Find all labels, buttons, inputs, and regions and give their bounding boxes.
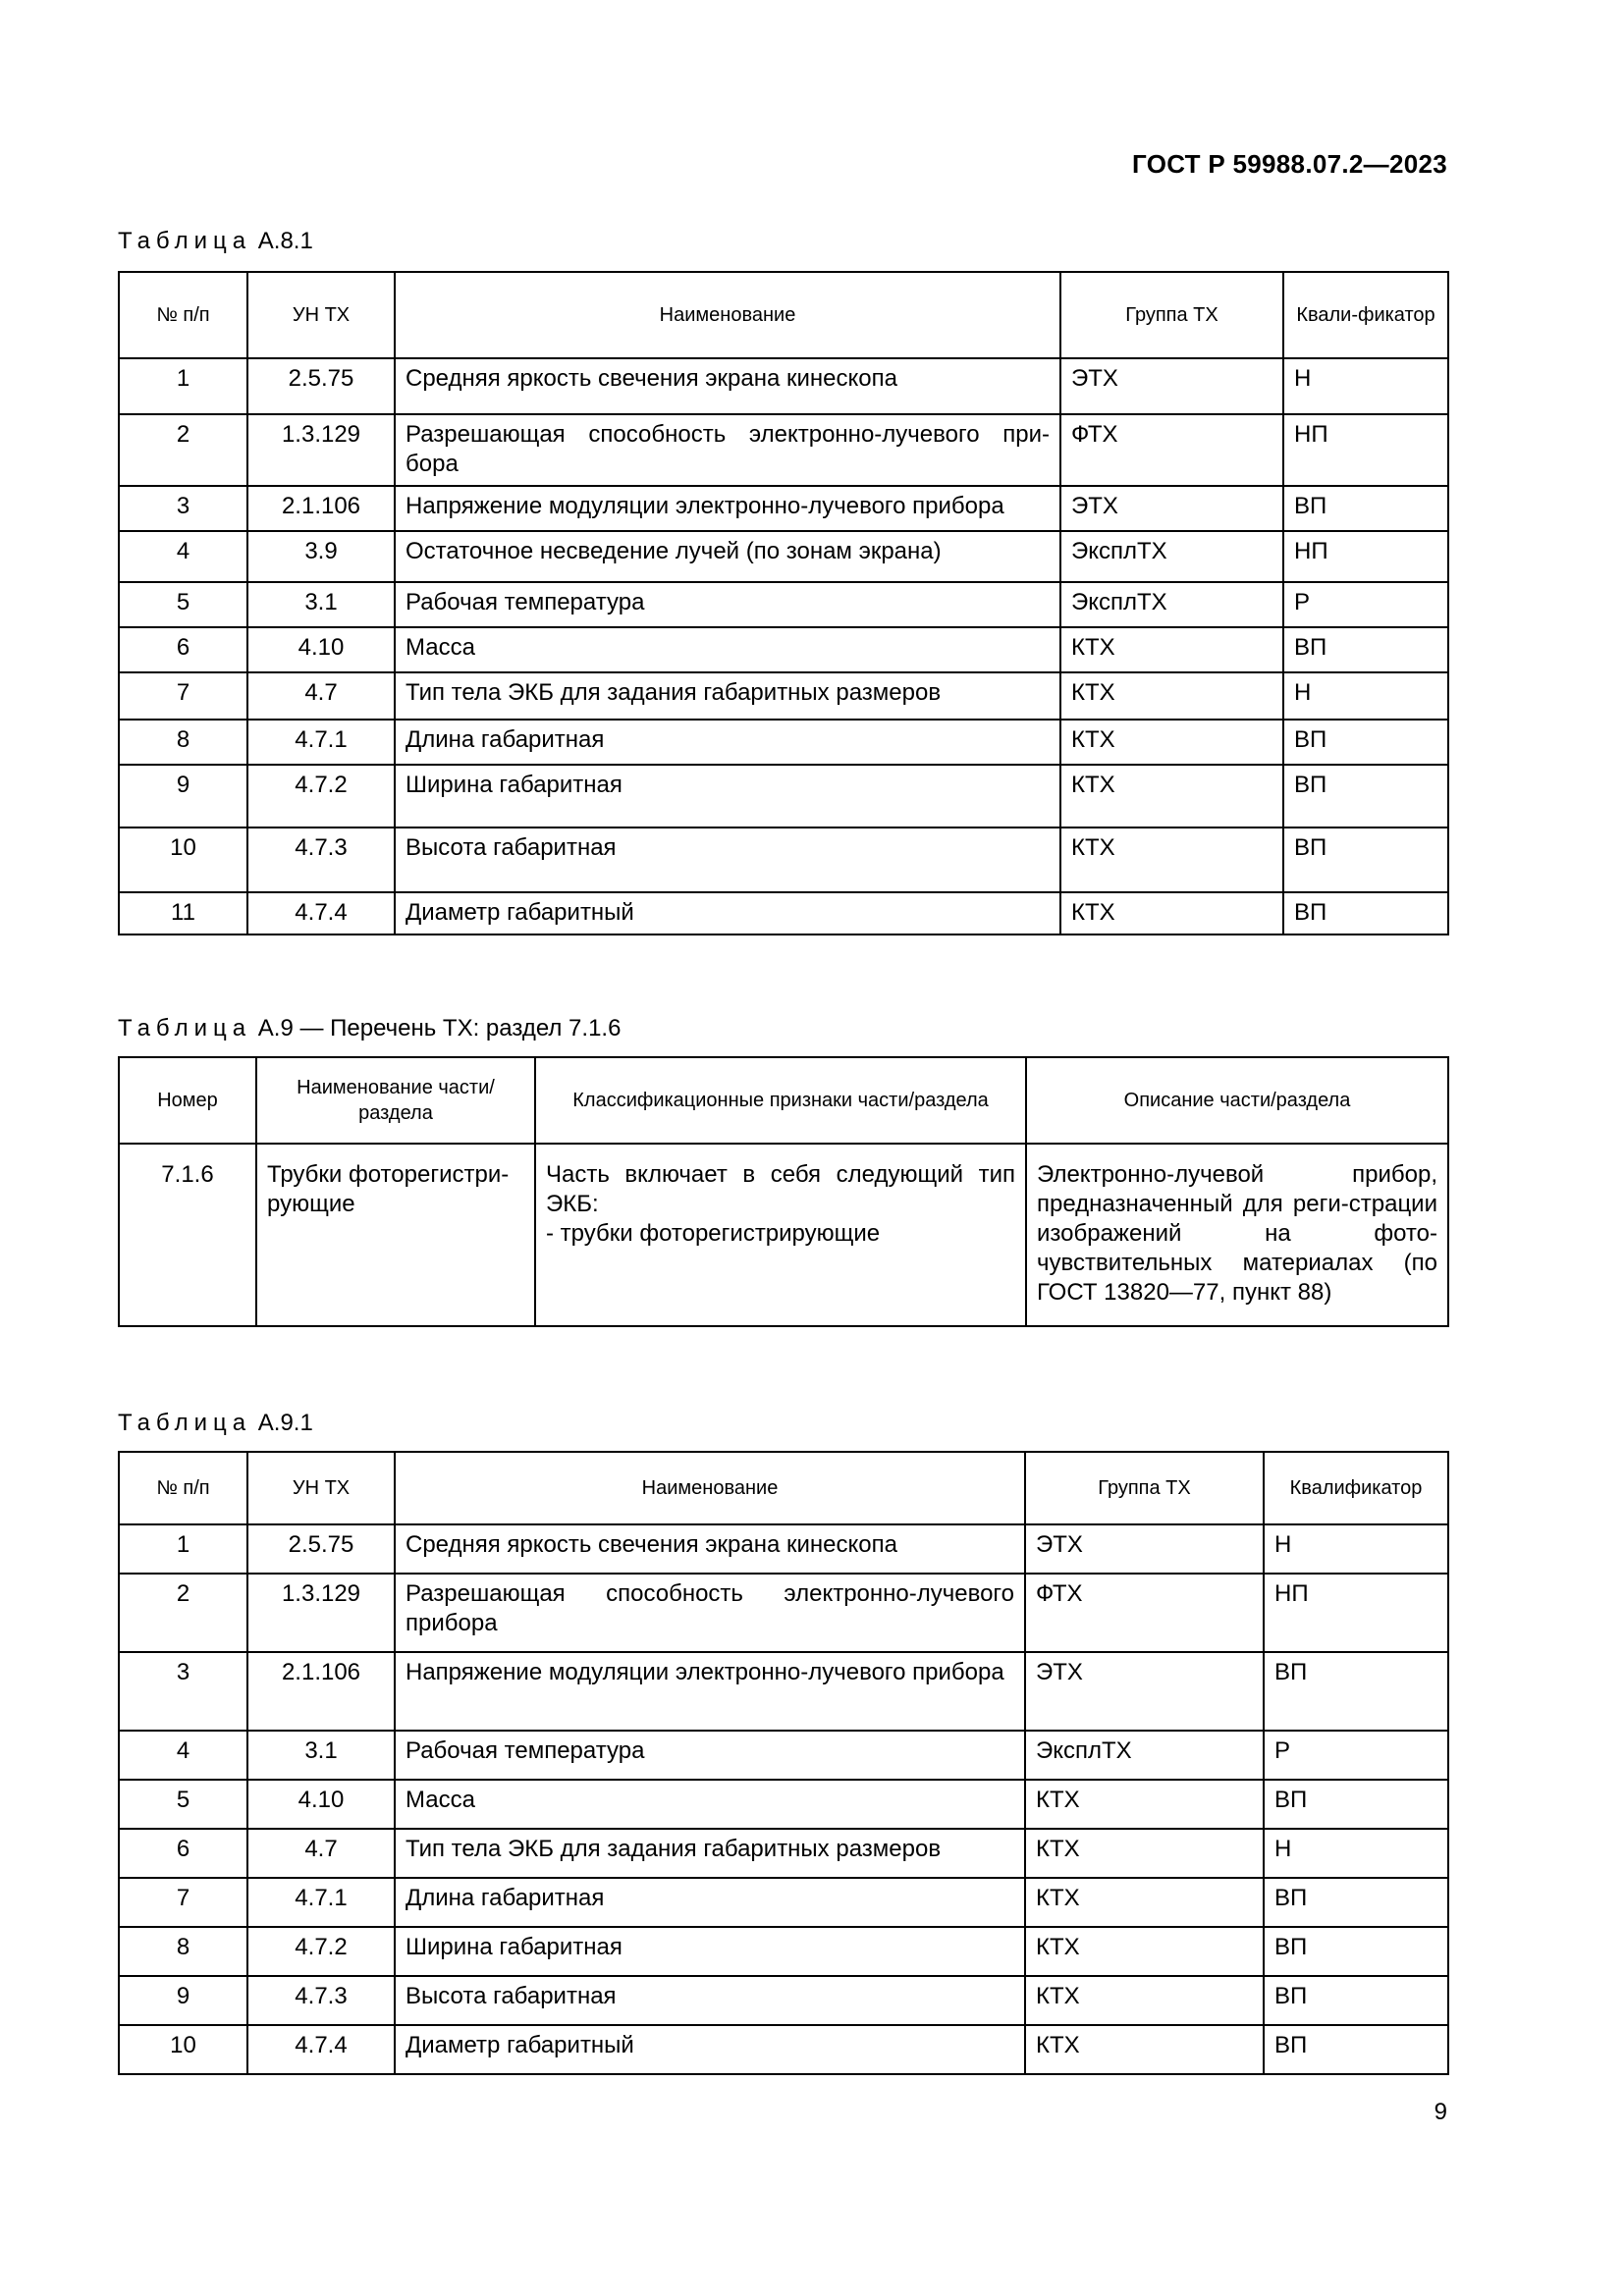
table-row bbox=[119, 1927, 1448, 1976]
row-group: ФТХ bbox=[1025, 1574, 1264, 1652]
row-qualifier: НП bbox=[1264, 1574, 1448, 1652]
row-qualifier: Р bbox=[1264, 1731, 1448, 1780]
row-group: КТХ bbox=[1060, 765, 1283, 828]
row-code: 4.10 bbox=[247, 627, 395, 672]
caption-rest: А.9 — Перечень ТХ: раздел 7.1.6 bbox=[257, 1015, 622, 1041]
row-qualifier: Р bbox=[1283, 582, 1448, 627]
row-code: 3.1 bbox=[247, 582, 395, 627]
table-row bbox=[119, 486, 1448, 531]
table-a81 bbox=[118, 271, 1449, 935]
row-qualifier: ВП bbox=[1264, 1976, 1448, 2025]
row-qualifier: ВП bbox=[1283, 720, 1448, 765]
row-name: Ширина габаритная bbox=[395, 765, 1060, 828]
row-name: Тип тела ЭКБ для задания габаритных размеров bbox=[395, 1829, 1025, 1878]
table-a9-caption bbox=[118, 1015, 621, 1042]
row-code: 4.7.4 bbox=[247, 892, 395, 934]
table-row bbox=[119, 414, 1448, 486]
row-code: 1.3.129 bbox=[247, 414, 395, 486]
header-name: Наименование bbox=[395, 272, 1060, 358]
row-num: 9 bbox=[119, 1976, 247, 2025]
row-name: Разрешающая способность электронно-лучевого при-бора bbox=[395, 414, 1060, 486]
table-a91-caption bbox=[118, 1410, 313, 1437]
table-row bbox=[119, 1976, 1448, 2025]
row-code: 2.5.75 bbox=[247, 358, 395, 414]
row-name: Диаметр габаритный bbox=[395, 892, 1060, 934]
table-row bbox=[119, 765, 1448, 828]
row-qualifier: ВП bbox=[1264, 1878, 1448, 1927]
row-qualifier: ВП bbox=[1283, 828, 1448, 892]
row-num: 4 bbox=[119, 1731, 247, 1780]
row-name: Высота габаритная bbox=[395, 828, 1060, 892]
row-code: 4.7 bbox=[247, 672, 395, 720]
row-qualifier: Н bbox=[1283, 672, 1448, 720]
header-num: № п/п bbox=[119, 1452, 247, 1524]
row-code: 3.1 bbox=[247, 1731, 395, 1780]
table-row bbox=[119, 2025, 1448, 2074]
row-num: 7 bbox=[119, 672, 247, 720]
part-number: 7.1.6 bbox=[119, 1144, 256, 1326]
row-group: КТХ bbox=[1025, 1780, 1264, 1829]
part-description: Электронно-лучевой прибор, предназначенный для реги-страции изображений на фото-чувствительных материалах (по ГОСТ 13820—77, пункт 88) bbox=[1026, 1144, 1448, 1326]
table-a81-caption bbox=[118, 228, 313, 255]
row-group: КТХ bbox=[1025, 1927, 1264, 1976]
row-num: 10 bbox=[119, 2025, 247, 2074]
header-name: Наименование bbox=[395, 1452, 1025, 1524]
table-a9 bbox=[118, 1056, 1449, 1327]
row-num: 1 bbox=[119, 1524, 247, 1574]
row-code: 4.7.1 bbox=[247, 720, 395, 765]
table-row bbox=[119, 828, 1448, 892]
row-name: Напряжение модуляции электронно-лучевого прибора bbox=[395, 486, 1060, 531]
row-num: 7 bbox=[119, 1878, 247, 1927]
row-group: ЭТХ bbox=[1025, 1652, 1264, 1731]
row-code: 4.7.3 bbox=[247, 1976, 395, 2025]
row-group: КТХ bbox=[1060, 672, 1283, 720]
row-name: Длина габаритная bbox=[395, 720, 1060, 765]
row-num: 8 bbox=[119, 720, 247, 765]
row-name: Длина габаритная bbox=[395, 1878, 1025, 1927]
table-row bbox=[119, 627, 1448, 672]
table-row bbox=[119, 1524, 1448, 1574]
row-code: 1.3.129 bbox=[247, 1574, 395, 1652]
caption-word: Таблица bbox=[118, 1410, 252, 1436]
table-row bbox=[119, 1780, 1448, 1829]
row-num: 3 bbox=[119, 1652, 247, 1731]
row-group: ФТХ bbox=[1060, 414, 1283, 486]
table-row bbox=[119, 1878, 1448, 1927]
header-part-name: Наименование части/ раздела bbox=[256, 1057, 535, 1144]
row-group: КТХ bbox=[1060, 627, 1283, 672]
table-row bbox=[119, 1731, 1448, 1780]
row-code: 4.7.3 bbox=[247, 828, 395, 892]
header-classification: Классификационные признаки части/раздела bbox=[535, 1057, 1026, 1144]
row-name: Диаметр габаритный bbox=[395, 2025, 1025, 2074]
table-a91 bbox=[118, 1451, 1449, 2075]
table-row bbox=[119, 1829, 1448, 1878]
row-group: КТХ bbox=[1025, 1878, 1264, 1927]
table-row bbox=[119, 1144, 1448, 1326]
row-group: ЭксплТХ bbox=[1025, 1731, 1264, 1780]
row-name: Остаточное несведение лучей (по зонам экрана) bbox=[395, 531, 1060, 582]
row-qualifier: ВП bbox=[1264, 1780, 1448, 1829]
row-qualifier: ВП bbox=[1283, 627, 1448, 672]
row-qualifier: Н bbox=[1264, 1829, 1448, 1878]
row-num: 2 bbox=[119, 414, 247, 486]
header-num: № п/п bbox=[119, 272, 247, 358]
row-group: КТХ bbox=[1025, 1976, 1264, 2025]
row-group: ЭТХ bbox=[1060, 358, 1283, 414]
row-num: 2 bbox=[119, 1574, 247, 1652]
row-qualifier: ВП bbox=[1264, 2025, 1448, 2074]
row-num: 9 bbox=[119, 765, 247, 828]
table-row bbox=[119, 672, 1448, 720]
table-row bbox=[119, 1652, 1448, 1731]
header-qualifier: Квали-фикатор bbox=[1283, 272, 1448, 358]
row-name: Тип тела ЭКБ для задания габаритных размеров bbox=[395, 672, 1060, 720]
row-num: 5 bbox=[119, 582, 247, 627]
row-num: 5 bbox=[119, 1780, 247, 1829]
row-code: 4.10 bbox=[247, 1780, 395, 1829]
table-row bbox=[119, 531, 1448, 582]
row-code: 2.5.75 bbox=[247, 1524, 395, 1574]
row-name: Напряжение модуляции электронно-лучевого прибора bbox=[395, 1652, 1025, 1731]
caption-rest: А.8.1 bbox=[257, 228, 313, 254]
row-group: ЭксплТХ bbox=[1060, 531, 1283, 582]
row-name: Масса bbox=[395, 1780, 1025, 1829]
row-group: КТХ bbox=[1060, 892, 1283, 934]
row-code: 2.1.106 bbox=[247, 1652, 395, 1731]
row-name: Разрешающая способность электронно-лучевого прибора bbox=[395, 1574, 1025, 1652]
row-name: Средняя яркость свечения экрана кинескопа bbox=[395, 358, 1060, 414]
row-name: Масса bbox=[395, 627, 1060, 672]
row-code: 4.7 bbox=[247, 1829, 395, 1878]
table-row bbox=[119, 892, 1448, 934]
row-num: 4 bbox=[119, 531, 247, 582]
row-qualifier: ВП bbox=[1283, 765, 1448, 828]
row-group: ЭТХ bbox=[1060, 486, 1283, 531]
table-a81-body bbox=[119, 358, 1448, 934]
table-a91-body bbox=[119, 1524, 1448, 2074]
row-qualifier: ВП bbox=[1264, 1652, 1448, 1731]
row-code: 2.1.106 bbox=[247, 486, 395, 531]
row-group: КТХ bbox=[1025, 1829, 1264, 1878]
row-num: 6 bbox=[119, 1829, 247, 1878]
header-code: УН ТХ bbox=[247, 1452, 395, 1524]
row-num: 3 bbox=[119, 486, 247, 531]
table-row bbox=[119, 358, 1448, 414]
header-group: Группа ТХ bbox=[1060, 272, 1283, 358]
row-num: 8 bbox=[119, 1927, 247, 1976]
header-group: Группа ТХ bbox=[1025, 1452, 1264, 1524]
row-qualifier: ВП bbox=[1283, 486, 1448, 531]
row-qualifier: НП bbox=[1283, 414, 1448, 486]
header-description: Описание части/раздела bbox=[1026, 1057, 1448, 1144]
classification-text: Часть включает в себя следующий тип ЭКБ: bbox=[546, 1161, 1015, 1217]
row-num: 11 bbox=[119, 892, 247, 934]
header-number: Номер bbox=[119, 1057, 256, 1144]
page-number: 9 bbox=[1434, 2099, 1447, 2125]
row-group: ЭксплТХ bbox=[1060, 582, 1283, 627]
row-group: ЭТХ bbox=[1025, 1524, 1264, 1574]
caption-word: Таблица bbox=[118, 228, 252, 254]
row-code: 4.7.1 bbox=[247, 1878, 395, 1927]
row-qualifier: ВП bbox=[1264, 1927, 1448, 1976]
caption-word: Таблица bbox=[118, 1015, 252, 1041]
row-group: КТХ bbox=[1060, 720, 1283, 765]
row-qualifier: ВП bbox=[1283, 892, 1448, 934]
part-classification bbox=[535, 1144, 1026, 1326]
row-num: 6 bbox=[119, 627, 247, 672]
row-num: 10 bbox=[119, 828, 247, 892]
row-name: Ширина габаритная bbox=[395, 1927, 1025, 1976]
row-name: Рабочая температура bbox=[395, 582, 1060, 627]
row-code: 4.7.2 bbox=[247, 1927, 395, 1976]
table-row bbox=[119, 1574, 1448, 1652]
row-qualifier: Н bbox=[1264, 1524, 1448, 1574]
header-code: УН ТХ bbox=[247, 272, 395, 358]
part-name: Трубки фоторегистри-рующие bbox=[256, 1144, 535, 1326]
document-code: ГОСТ Р 59988.07.2—2023 bbox=[1132, 149, 1447, 179]
caption-rest: А.9.1 bbox=[257, 1410, 313, 1436]
row-qualifier: Н bbox=[1283, 358, 1448, 414]
row-group: КТХ bbox=[1025, 2025, 1264, 2074]
row-code: 4.7.4 bbox=[247, 2025, 395, 2074]
header-qualifier: Квалификатор bbox=[1264, 1452, 1448, 1524]
row-name: Высота габаритная bbox=[395, 1976, 1025, 2025]
row-num: 1 bbox=[119, 358, 247, 414]
classification-item: - трубки фоторегистрирующие bbox=[546, 1220, 881, 1247]
row-name: Рабочая температура bbox=[395, 1731, 1025, 1780]
row-group: КТХ bbox=[1060, 828, 1283, 892]
table-row bbox=[119, 582, 1448, 627]
table-row bbox=[119, 720, 1448, 765]
row-code: 4.7.2 bbox=[247, 765, 395, 828]
row-name: Средняя яркость свечения экрана кинескопа bbox=[395, 1524, 1025, 1574]
row-code: 3.9 bbox=[247, 531, 395, 582]
row-qualifier: НП bbox=[1283, 531, 1448, 582]
